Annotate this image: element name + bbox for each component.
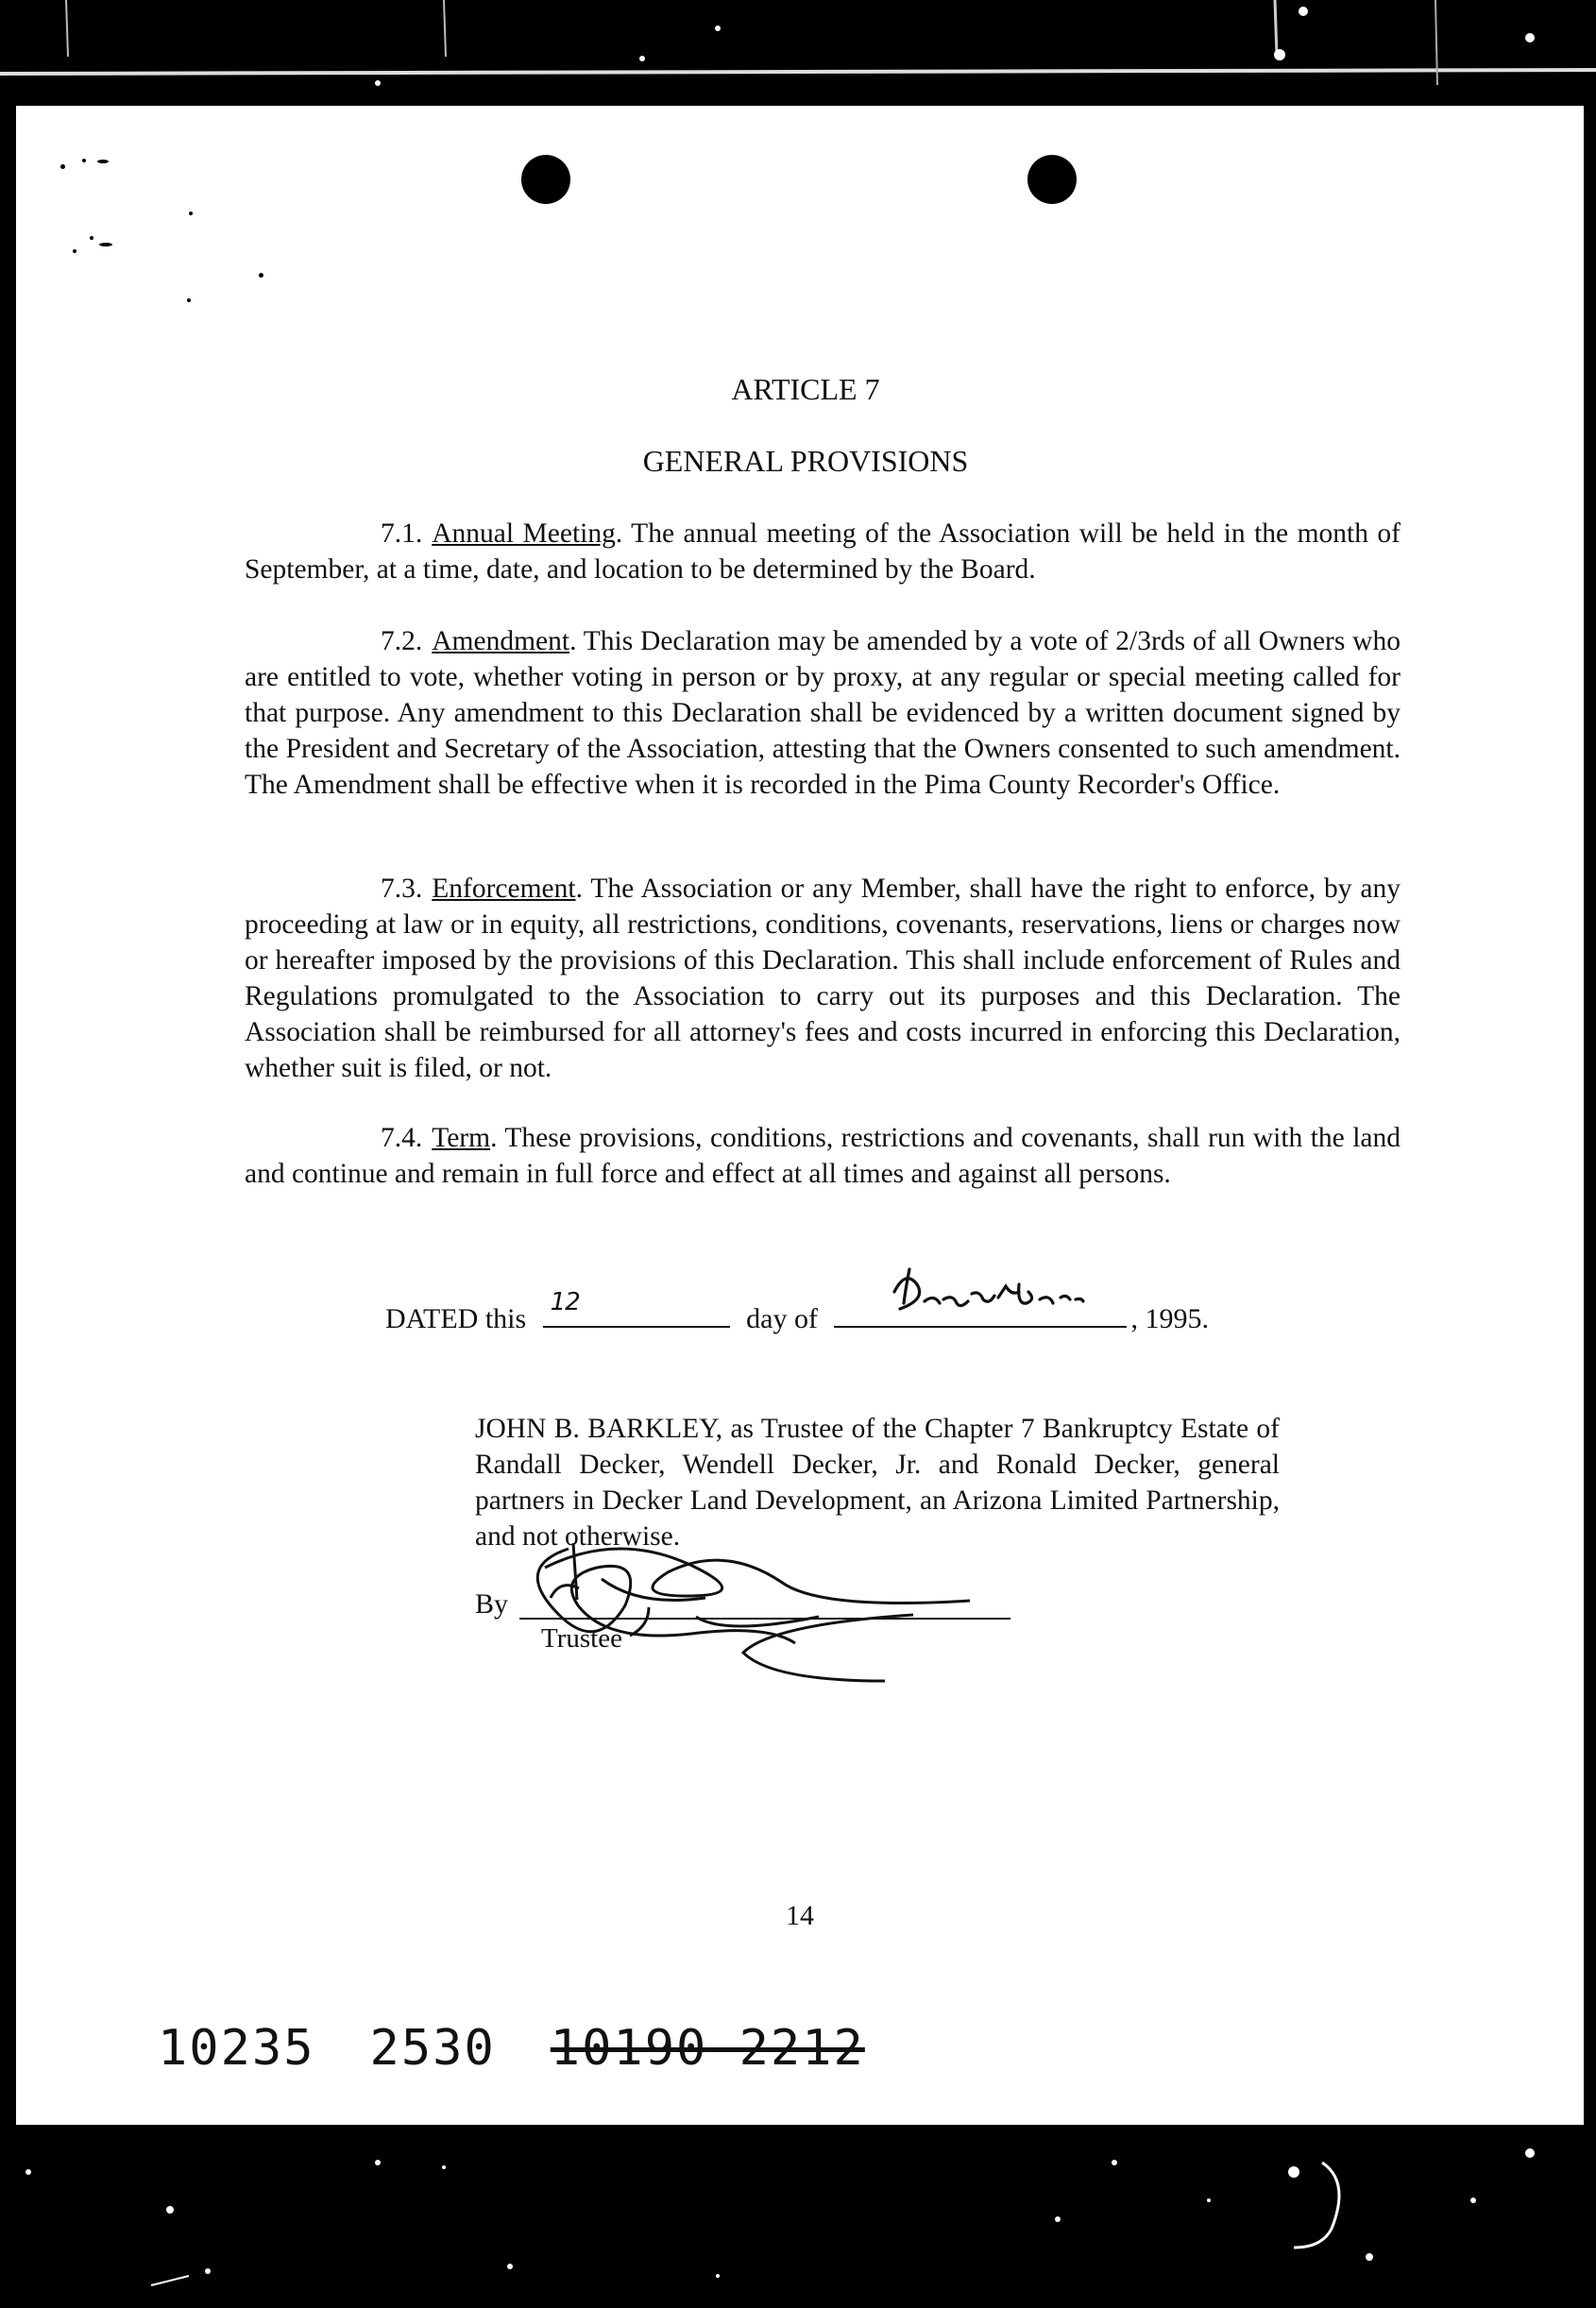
paragraph-heading: Enforcement <box>432 874 576 904</box>
document-page <box>16 106 1584 2125</box>
paragraph-number: 7.2. <box>381 626 423 656</box>
page-number: 14 <box>786 1900 814 1931</box>
scan-speck <box>60 164 65 169</box>
day-blank <box>543 1288 730 1328</box>
handwritten-day: 12 <box>550 1288 580 1316</box>
paragraph-heading: Annual Meeting <box>432 518 616 549</box>
paragraph-text: . This Declaration may be amended by a vote of 2/3rds of all Owners who are entitled to vote, whether voting in person or by proxy, at any regular or special meeting called for that purpose. Any amendment to this Declaration shall be evidenced by a written document signed by the President and Secretary of the Association, attesting that the Owners consented to such amendment. The Amendment shall be effective when it is recorded in the Pima County Recorder's Office. <box>245 626 1401 800</box>
scan-speck <box>99 243 112 246</box>
month-blank <box>834 1298 1127 1328</box>
paragraph-text: . The annual meeting of the Association will be held in the month of September, at a time, date, and location to be determined by the Board. <box>245 518 1401 585</box>
control-number: 2530 <box>369 2020 496 2077</box>
paragraph-number: 7.3. <box>381 874 423 904</box>
control-number: 10235 <box>158 2020 315 2077</box>
paragraph-number: 7.4. <box>381 1123 423 1153</box>
paragraph-number: 7.1. <box>381 518 423 549</box>
dated-middle: day of <box>746 1303 818 1334</box>
control-numbers <box>158 2020 920 2077</box>
scan-speck <box>187 298 191 302</box>
scan-speck <box>259 273 263 278</box>
trustee-caption: Trustee <box>541 1623 622 1654</box>
article-title: ARTICLE 7 <box>731 372 880 406</box>
scan-speck <box>97 160 109 163</box>
trustee-statement: JOHN B. BARKLEY, as Trustee of the Chapter 7 Bankruptcy Estate of Randall Decker, Wendell Decker, Jr. and Ronald Decker, general partners in Decker Land Development, an Arizona Limited Partnership, and not otherwise. <box>475 1414 1280 1552</box>
dated-line <box>385 1288 1209 1335</box>
dated-suffix: , 1995. <box>1130 1303 1209 1334</box>
trustee-signature <box>517 1541 1045 1692</box>
paragraph-7-1 <box>245 516 1401 587</box>
by-label: By <box>475 1588 509 1620</box>
paragraph-heading: Term <box>432 1123 491 1153</box>
scan-speck <box>90 236 93 240</box>
handwritten-month <box>887 1265 1132 1324</box>
paragraph-7-3 <box>245 871 1401 1086</box>
dated-prefix: DATED this <box>385 1303 527 1334</box>
struck-control-number: 10190 2212 <box>550 2020 865 2077</box>
scan-speck <box>189 212 193 215</box>
scan-speck <box>73 249 76 253</box>
paragraph-heading: Amendment <box>432 626 570 656</box>
punch-hole-left <box>521 155 570 204</box>
punch-hole-right <box>1027 155 1077 204</box>
scan-speck <box>82 159 86 162</box>
paragraph-text: . The Association or any Member, shall have the right to enforce, by any proceeding at law or in equity, all restrictions, conditions, covenants, reservations, liens or charges now or hereafter imposed by the provisions of this Declaration. This shall include enforcement of Rules and Regulations promulgated to the Association to carry out its purposes and this Declaration. The Association shall be reimbursed for all attorney's fees and costs incurred in enforcing this Declaration, whether suit is filed, or not. <box>245 874 1401 1083</box>
section-title: GENERAL PROVISIONS <box>642 444 969 478</box>
paragraph-text: . These provisions, conditions, restrictions and covenants, shall run with the land and continue and remain in full force and effect at all times and against all persons. <box>245 1123 1401 1189</box>
paragraph-7-2 <box>245 623 1401 803</box>
paragraph-7-4 <box>245 1120 1401 1192</box>
